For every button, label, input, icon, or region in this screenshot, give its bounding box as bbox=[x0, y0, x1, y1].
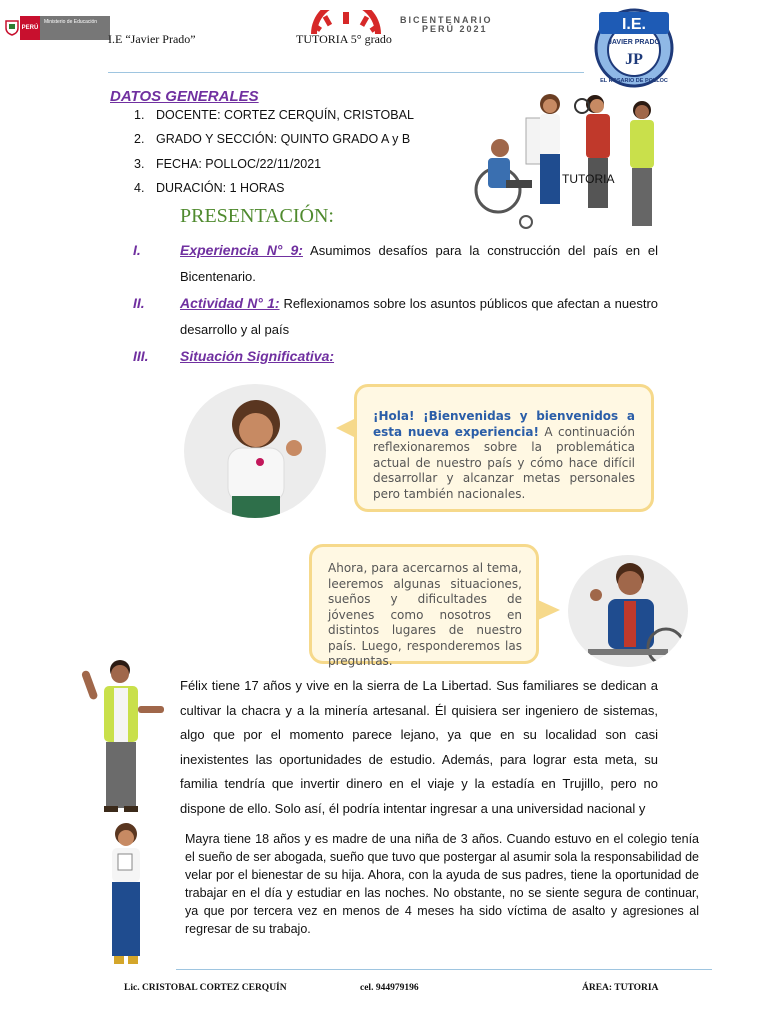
logo-ie: I.E. bbox=[621, 16, 647, 33]
item-number: 2. bbox=[134, 132, 145, 146]
footer-phone: cel. 944979196 bbox=[360, 983, 419, 993]
felix-illustration bbox=[74, 656, 164, 816]
general-item bbox=[134, 157, 321, 171]
general-item bbox=[134, 132, 410, 146]
item-text: FECHA: POLLOC/22/11/2021 bbox=[156, 157, 322, 171]
students-group-illustration bbox=[470, 90, 670, 235]
logo-ring: EL ROSARIO DE POLLOC bbox=[600, 78, 668, 84]
item-text: DURACIÓN: 1 HORAS bbox=[156, 181, 285, 195]
bicentenario-line2: PERÚ 2021 bbox=[422, 24, 488, 34]
general-item bbox=[134, 181, 285, 195]
item-text: GRADO Y SECCIÓN: QUINTO GRADO A y B bbox=[156, 132, 411, 146]
bicentenario-line1: BICENTENARIO bbox=[400, 15, 493, 25]
peru-label: PERÚ bbox=[20, 16, 40, 40]
item-text: DOCENTE: CORTEZ CERQUÍN, CRISTOBAL bbox=[156, 108, 414, 122]
section-experiencia bbox=[180, 237, 658, 290]
general-item bbox=[134, 108, 414, 122]
welcome-highlight: ¡Hola! ¡Bienvenidas y bienvenidos a esta nueva experiencia! bbox=[373, 409, 635, 439]
section-number: II. bbox=[133, 295, 145, 311]
ministry-logo bbox=[4, 16, 110, 40]
item-number: 4. bbox=[134, 181, 145, 195]
peru-shield-icon bbox=[4, 16, 20, 40]
section-number: III. bbox=[133, 348, 149, 364]
tutoria-grade: TUTORIA 5° grado bbox=[296, 32, 392, 46]
section-title: Actividad N° 1: bbox=[180, 295, 280, 311]
ministry-label: Ministerio de Educación bbox=[40, 16, 110, 40]
presentacion-heading: PRESENTACIÓN: bbox=[180, 205, 334, 227]
girl-avatar bbox=[184, 384, 326, 518]
logo-initials: JP bbox=[625, 51, 643, 68]
footer-teacher: Lic. CRISTOBAL CORTEZ CERQUÍN bbox=[124, 983, 287, 993]
mayra-illustration bbox=[100, 820, 156, 970]
section-text: Asumimos desafíos para la construcción del país en el Bicentenario. bbox=[180, 243, 658, 284]
item-number: 3. bbox=[134, 157, 145, 171]
section-actividad bbox=[180, 290, 658, 343]
bubble-tail bbox=[336, 418, 356, 438]
item-number: 1. bbox=[134, 108, 145, 122]
tutoria-label: TUTORIA bbox=[562, 172, 615, 186]
bicentenario-text bbox=[400, 16, 493, 34]
logo-name: JAVIER PRADO bbox=[608, 39, 660, 46]
footer-divider bbox=[176, 969, 712, 970]
intro-bubble: Ahora, para acercarnos al tema, leeremos algunas situaciones, sueños y dificultades de jóvenes como nosotros en distintos lugares de nuestro país. Luego, responderemos las preguntas. bbox=[309, 544, 539, 664]
section-number: I. bbox=[133, 242, 141, 258]
situacion-title: Situación Significativa: bbox=[180, 348, 335, 364]
datos-generales-heading: DATOS GENERALES bbox=[110, 88, 259, 105]
bubble-tail bbox=[538, 600, 560, 620]
mayra-story: Mayra tiene 18 años y es madre de una niña de 3 años. Cuando estuvo en el colegio tenía el sueño de ser abogada, sueño que tuvo que postergar al asumir sola la responsabilidad de velar por el bienestar de su hija. Ahora, con la ayuda de sus padres, tiene la oportunidad de trabajar en el día y estudiar en las noches. No obstante, no se siente segura de continuar, ya que por tercera vez en menos de 4 meses ha sido víctima de asalto y agresiones al regresar de su trabajo. bbox=[185, 832, 699, 936]
section-text: Reflexionamos sobre los asuntos públicos que afectan a nuestro desarrollo y al país bbox=[180, 296, 659, 337]
welcome-text: A continuación reflexionaremos sobre la problemática actual de nuestro país y cómo hace difícil desarrollar y alcanzar metas personales pero también nacionales. bbox=[373, 424, 635, 501]
school-name: I.E “Javier Prado” bbox=[108, 32, 196, 46]
section-title: Experiencia N° 9: bbox=[180, 242, 303, 258]
footer-area: ÁREA: TUTORIA bbox=[582, 983, 659, 993]
school-crest-icon bbox=[593, 8, 675, 88]
boy-avatar bbox=[568, 555, 688, 667]
welcome-bubble bbox=[354, 384, 654, 512]
felix-story: Félix tiene 17 años y vive en la sierra de La Libertad. Sus familiares se dedican a cultivar la chacra y a la minería artesanal. Él quisiera ser ingeniero de sistemas, algo que por el momento parece lejano, ya que en su localidad son casi inexistentes las oportunidades de estudio. Además, para lograr esta meta, su familia tendría que invertir dinero en el viaje y la estadía en Trujillo, pero no dispone de ello. Solo así, él podría intentar ingresar a una universidad nacional y bbox=[180, 678, 658, 816]
header-divider bbox=[108, 72, 584, 73]
